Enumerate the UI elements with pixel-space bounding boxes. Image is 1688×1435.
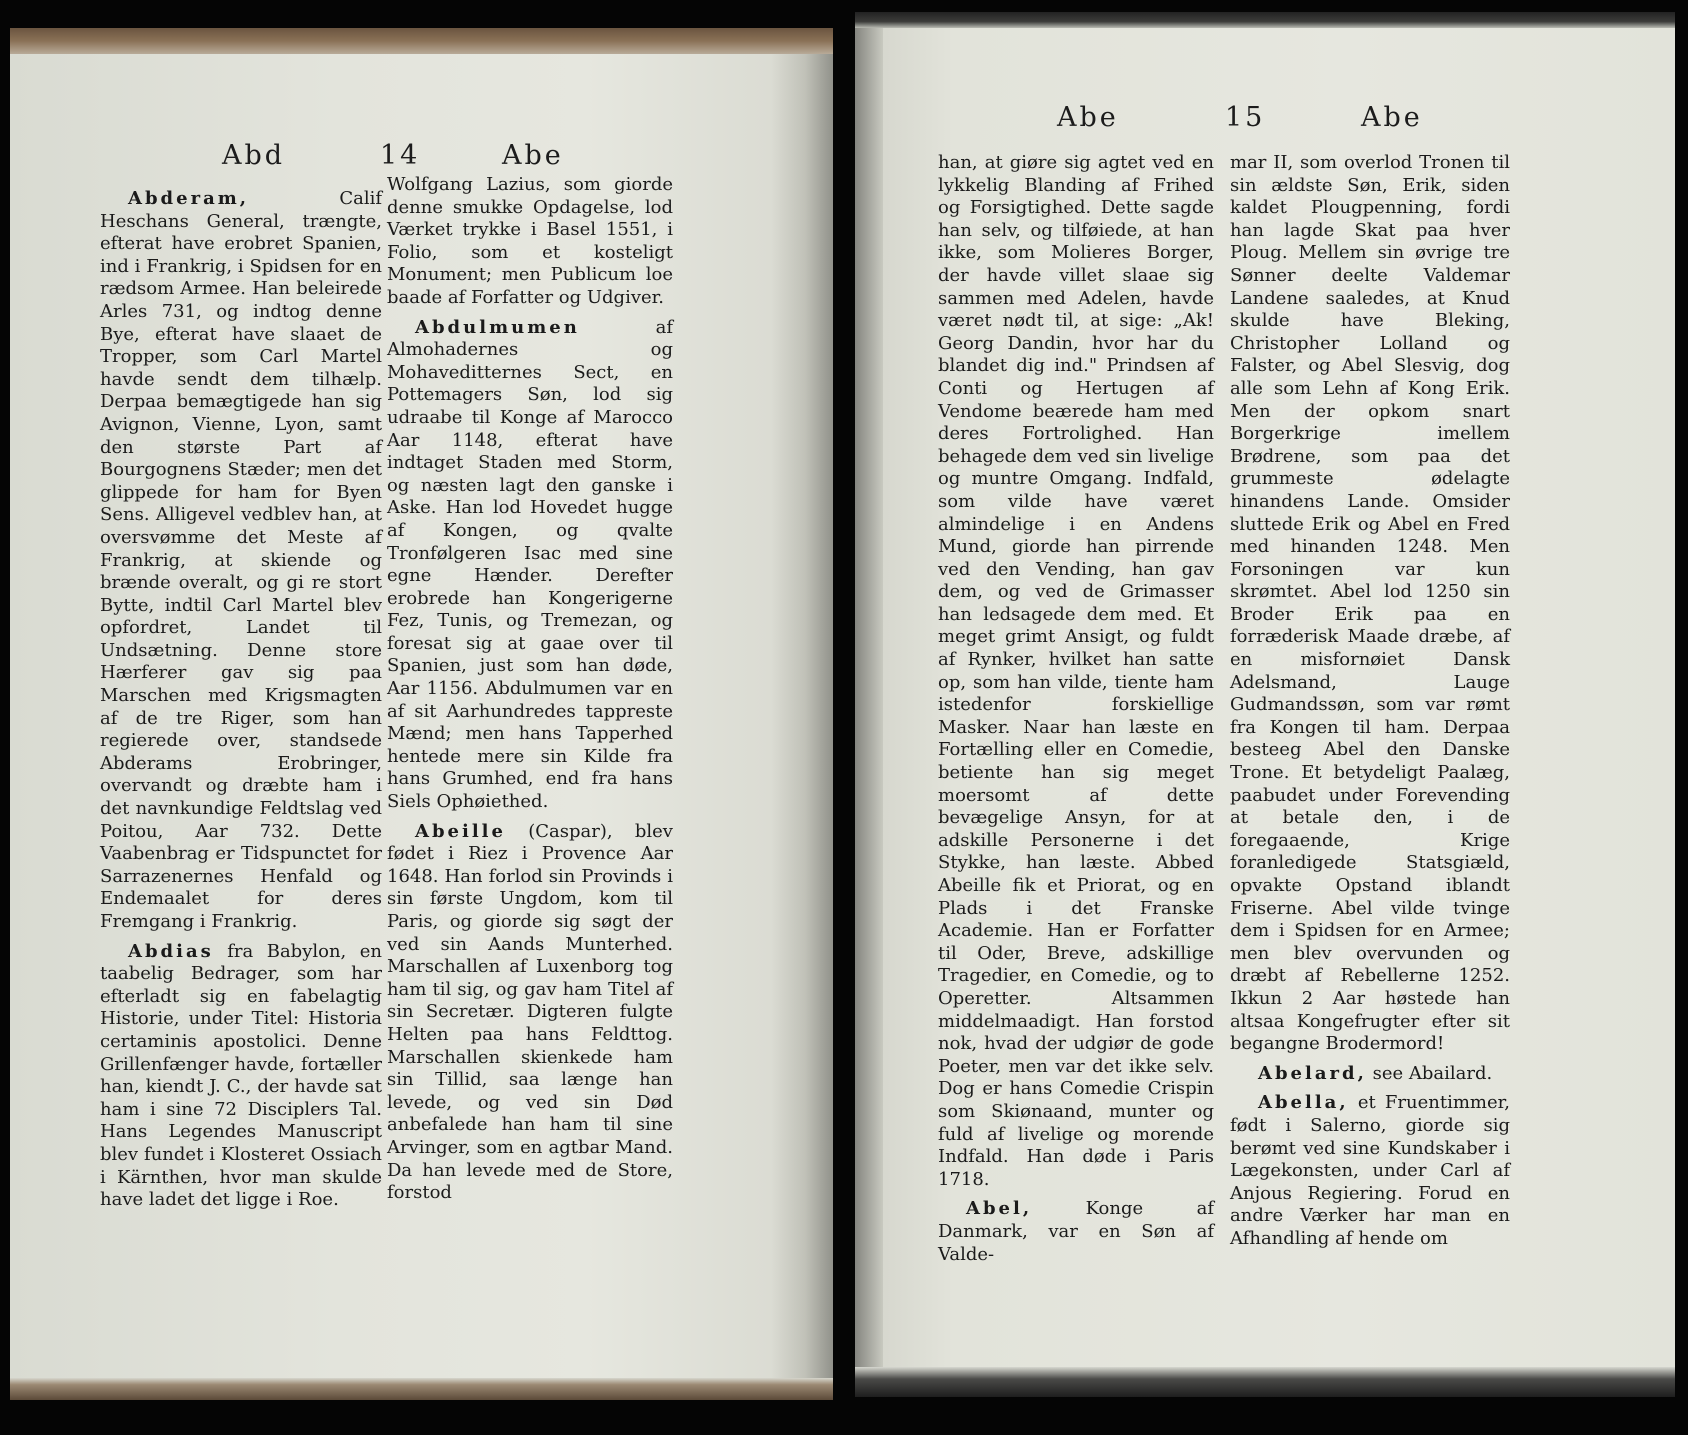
column-left (938, 152, 1214, 1273)
headword: Abella, (1258, 1092, 1349, 1114)
entry-abderam (100, 188, 382, 934)
headword: Abderam, (128, 188, 250, 209)
headword: Abelard, (1258, 1062, 1367, 1084)
running-head-left: Abd (222, 140, 286, 171)
right-page (855, 12, 1675, 1397)
entry-continuation (1230, 152, 1510, 1056)
entry-abdias (100, 941, 382, 1212)
entry-text: Konge af Danmark, var en Søn af Valde- (938, 1198, 1214, 1265)
entry-text: han, at giøre sig agtet ved en lykkelig Blanding af Frihed og Forsigtighed. Dette sagde han selv, og tilføiede, at han ikke, som Molieres Borger, der havde villet slaae sig sammen med Adelen, havde været nødt til, at sige: „Ak! Georg Dandin, hvor har du blandet dig ind." Prindsen af Conti og Hertugen af Vendome beærede ham med deres Fortrolighed. Han behagede dem ved sin livelige og muntre Omgang. Indfald, som vilde have været almindelige i en Andens Mund, giorde han pirrende ved den Vending, han gav dem, og ved de Grimasser han ledsagede dem med. Et meget grimt Ansigt, og fuldt af Rynker, hvilket han satte op, som han vilde, tiente ham istedenfor forskiellige Masker. Naar han læste en Fortælling eller en Comedie, betiente han sig meget moersomt af dette bevægelige Ansyn, for at adskille Personerne i det Stykke, han læste. Abbed Abeille fik et Priorat, og en Plads i det Franske Academie. Han er Forfatter til Oder, Breve, adskillige Tragedier, en Comedie, og to Operetter. Altsammen middelmaadigt. Han forstod nok, hvad der udgiør de gode Poeter, men var det ikke selv. Dog er hans Comedie Crispin som Skiønaand, munter og fuld af livelige og morende Indfald. Han døde i Paris 1718. (938, 152, 1214, 1190)
headword: Abdias (128, 940, 214, 962)
entry-text: af Almohadernes og Mohaveditternes Sect, en Pottemagers Søn, lod sig udraabe til Konge af Marocco Aar 1148, efterat have indtaget Staden med Storm, og næsten lagt den ganske i Aske. Han lod Hovedet hugge af Kongen, og qvalte Tronfølgeren Isac med sine egne Hænder. Derefter erobrede han Kongerigerne Fez, Tunis, og Tremezan, og foresat sig at gaae over til Spanien, just som han døde, Aar 1156. Abdulmumen var en af sit Aarhundredes tappreste Mænd; men hans Tapperhed hentede mere sin Kilde fra hans Grumhed, end fra hans Siels Ophøiethed. (387, 316, 673, 813)
entry-text: mar II, som overlod Tronen til sin ældste Søn, Erik, siden kaldet Plougpenning, fordi han lagde Skat paa hver Ploug. Mellem sin øvrige tre Sønner deelte Valdemar Landene saaledes, at Knud skulde have Bleking, Christopher Lolland og Falster, og Abel Slesvig, dog alle som Lehn af Kong Erik. Men der opkom snart Borgerkrige imellem Brødrene, som paa det grummeste ødelagte hinandens Lande. Omsider sluttede Erik og Abel en Fred med hinanden 1248. Men Forsoningen var kun skrømtet. Abel lod 1250 sin Broder Erik paa en forræderisk Maade dræbe, af en misfornøiet Dansk Adelsmand, Lauge Gudmandssøn, som var rømt fra Kongen til ham. Derpaa besteeg Abel den Danske Trone. Et betydeligt Paalæg, paabudet under Forevending at betale den, i de foregaaende, Krige foranledigede Statsgiæld, opvakte Opstand iblandt Friserne. Abel vilde tvinge dem i Spidsen for en Armee; men blev overvunden og dræbt af Rebellerne 1252. Ikkun 2 Aar høstede han altsaa Kongefrugter efter sit begangne Brodermord! (1230, 152, 1510, 1055)
column-right (387, 174, 673, 1212)
entry-abel (938, 1198, 1214, 1266)
entry-continuation (938, 152, 1214, 1191)
running-head-right: Abe (1361, 102, 1423, 133)
headword: Abdulmumen (415, 316, 580, 338)
running-head-right: Abe (502, 140, 564, 171)
running-head-left: Abe (1057, 102, 1119, 133)
entry-text: fra Babylon, en taabelig Bedrager, som har efterladt sig en fabelagtig Historie, under Titel: Historia certaminis apostolici. Denne Grillenfænger havde, fortæller han, kiendt J. C., der havde sat ham i sine 72 Disciplers Tal. Hans Legendes Manuscript blev fundet i Klosteret Ossiach i Kärnthen, hvor man skulde have ladet det ligge i Roe. (100, 940, 382, 1211)
entry-text: et Fruentimmer, født i Salerno, giorde sig berømt ved sine Kundskaber i Lægekonsten, under Carl af Anjous Regiering. Forud en andre Værker har man en Afhandling af hende om (1230, 1092, 1510, 1249)
entry-abeille (387, 821, 673, 1205)
entry-abdulmumen (387, 317, 673, 814)
page-top-edge (855, 12, 1675, 28)
headword: Abeille (415, 820, 506, 842)
gutter-shadow (855, 28, 883, 1367)
entry-text: Calif Heschans General, trængte, efterat have erobret Spanien, ind i Frankrig, i Spidsen for en rædsom Armee. Han beleirede Arles 731, og indtog denne Bye, efterat have slaaet de Tropper, som Carl Martel havde sendt dem tilhælp. Derpaa bemægtigede han sig Avignon, Vienne, Lyon, samt den største Part af Bourgognens Stæder; men det glippede for ham for Byen Sens. Alligevel vedblev han, at oversvømme det Meste af Frankrig, at skiende og brænde overalt, og gi re stort Bytte, indtil Carl Martel blev opfordret, Landet til Undsætning. Denne store Hærferer gav sig paa Marschen med Krigsmagten af de tre Riger, som han regierede over, standsede Abderams Erobringer, overvandt og dræbte ham i det navnkundige Feldtslag ved Poitou, Aar 732. Dette Vaabenbrag er Tidspunctet for Sarrazenernes Henfald og Endemaalet for deres Fremgang i Frankrig. (100, 188, 382, 932)
page-number: 14 (380, 140, 421, 171)
column-left (100, 188, 382, 1219)
entry-continuation (387, 174, 673, 310)
entry-abella (1230, 1092, 1510, 1250)
page-number: 15 (1225, 102, 1266, 133)
entry-text: Wolfgang Lazius, som giorde denne smukke Opdagelse, lod Værket trykke i Basel 1551, i Folio, som et kosteligt Monument; men Publicum loe baade af Forfatter og Udgiver. (387, 174, 673, 308)
headword: Abel, (966, 1198, 1033, 1220)
entry-abelard (1230, 1063, 1510, 1086)
page-bottom-edge (855, 1367, 1675, 1397)
left-page (10, 28, 833, 1400)
page-bottom-edge (10, 1378, 833, 1400)
gutter-shadow (771, 54, 833, 1378)
page-top-edge (10, 28, 833, 54)
column-right (1230, 152, 1510, 1258)
entry-text: (Caspar), blev fødet i Riez i Provence Aar 1648. Han forlod sin Provinds i sin første Ungdom, kom til Paris, og giorde sig søgt der ved sin Aands Munterhed. Marschallen af Luxenborg tog ham til sig, og gav ham Titel af sin Secretær. Digteren fulgte Helten paa hans Feldttog. Marschallen skienkede ham sin Tillid, saa længe han levede, og ved sin Død anbefalede han ham til sine Arvinger, som en agtbar Mand. Da han levede med de Store, forstod (387, 820, 673, 1204)
entry-text: see Abailard. (1372, 1062, 1493, 1084)
